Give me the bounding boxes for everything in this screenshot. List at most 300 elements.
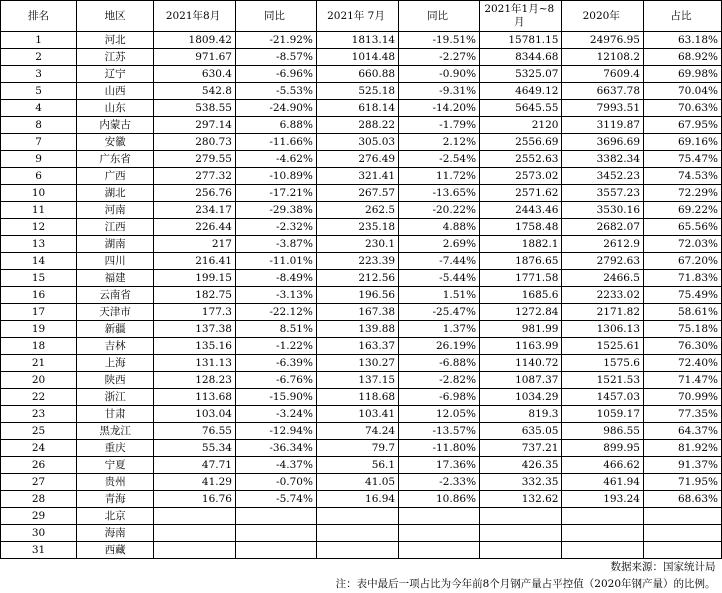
cell-aug-2021: 135.16 <box>154 338 236 355</box>
data-source-note: 数据来源：国家统计局 <box>610 561 716 573</box>
cell-region: 广东省 <box>77 151 154 168</box>
cell-jan-aug-2021: 981.99 <box>480 321 562 338</box>
cell-rank: 11 <box>1 202 77 219</box>
cell-yoy-jul: 12.05% <box>399 406 480 423</box>
cell-region: 湖南 <box>77 236 154 253</box>
cell-total-2020: 466.62 <box>562 457 644 474</box>
table-row <box>1 117 722 134</box>
cell-jul-2021 <box>316 525 398 542</box>
footnote: 注：表中最后一项占比为今年前8个月钢产量占平控值（2020年钢产量）的比例。 <box>335 578 716 590</box>
cell-total-2020: 6637.78 <box>562 83 644 100</box>
cell-aug-2021: 630.4 <box>154 66 236 83</box>
table-row <box>1 508 722 525</box>
cell-total-2020: 1059.17 <box>562 406 644 423</box>
cell-jul-2021: 74.24 <box>316 423 398 440</box>
table-row <box>1 270 722 287</box>
table-row <box>1 32 722 49</box>
cell-region: 青海 <box>77 491 154 508</box>
cell-aug-2021: 279.55 <box>154 151 236 168</box>
cell-yoy-jul: -2.54% <box>399 151 480 168</box>
cell-rank: 31 <box>1 542 77 559</box>
cell-jan-aug-2021 <box>480 525 562 542</box>
cell-yoy-aug: -29.38% <box>235 202 316 219</box>
cell-yoy-jul: 17.36% <box>399 457 480 474</box>
cell-rank: 28 <box>1 491 77 508</box>
cell-share: 76.30% <box>644 338 722 355</box>
cell-region: 内蒙古 <box>77 117 154 134</box>
cell-jul-2021: 267.57 <box>316 185 398 202</box>
cell-jan-aug-2021: 4649.12 <box>480 83 562 100</box>
cell-yoy-aug <box>235 508 316 525</box>
cell-total-2020: 3382.34 <box>562 151 644 168</box>
cell-share: 58.61% <box>644 304 722 321</box>
cell-share: 69.98% <box>644 66 722 83</box>
cell-region: 湖北 <box>77 185 154 202</box>
cell-yoy-aug: -3.87% <box>235 236 316 253</box>
cell-rank: 19 <box>1 321 77 338</box>
cell-region: 江苏 <box>77 49 154 66</box>
cell-yoy-aug: -4.37% <box>235 457 316 474</box>
cell-aug-2021: 131.13 <box>154 355 236 372</box>
cell-yoy-jul <box>399 542 480 559</box>
cell-rank: 15 <box>1 270 77 287</box>
cell-yoy-jul: -11.80% <box>399 440 480 457</box>
table-row <box>1 338 722 355</box>
cell-yoy-aug: -24.90% <box>235 100 316 117</box>
cell-share <box>644 508 722 525</box>
header-share: 占比 <box>644 1 722 32</box>
cell-aug-2021: 16.76 <box>154 491 236 508</box>
table-row <box>1 287 722 304</box>
cell-aug-2021: 113.68 <box>154 389 236 406</box>
cell-region: 浙江 <box>77 389 154 406</box>
cell-yoy-jul: -13.57% <box>399 423 480 440</box>
cell-yoy-aug: -12.94% <box>235 423 316 440</box>
cell-jan-aug-2021 <box>480 508 562 525</box>
header-2020: 2020年 <box>562 1 644 32</box>
cell-jul-2021: 262.5 <box>316 202 398 219</box>
cell-jan-aug-2021: 2552.63 <box>480 151 562 168</box>
cell-yoy-aug: -10.89% <box>235 168 316 185</box>
cell-region: 河北 <box>77 32 154 49</box>
cell-jan-aug-2021: 15781.15 <box>480 32 562 49</box>
cell-yoy-aug: 6.88% <box>235 117 316 134</box>
cell-aug-2021: 226.44 <box>154 219 236 236</box>
table-row <box>1 457 722 474</box>
table-row <box>1 542 722 559</box>
cell-share: 68.92% <box>644 49 722 66</box>
cell-share: 69.22% <box>644 202 722 219</box>
cell-yoy-jul: -5.44% <box>399 270 480 287</box>
cell-yoy-aug: 8.51% <box>235 321 316 338</box>
cell-aug-2021: 217 <box>154 236 236 253</box>
cell-yoy-aug: -22.12% <box>235 304 316 321</box>
cell-jul-2021: 16.94 <box>316 491 398 508</box>
cell-rank: 14 <box>1 253 77 270</box>
table-row <box>1 253 722 270</box>
cell-total-2020: 24976.95 <box>562 32 644 49</box>
cell-rank: 2 <box>1 49 77 66</box>
cell-total-2020: 1521.53 <box>562 372 644 389</box>
cell-yoy-jul: -19.51% <box>399 32 480 49</box>
cell-aug-2021: 280.73 <box>154 134 236 151</box>
cell-share: 67.20% <box>644 253 722 270</box>
cell-region: 河南 <box>77 202 154 219</box>
cell-yoy-aug: -11.01% <box>235 253 316 270</box>
cell-jan-aug-2021: 2573.02 <box>480 168 562 185</box>
cell-yoy-jul: 1.37% <box>399 321 480 338</box>
cell-region: 广西 <box>77 168 154 185</box>
cell-jan-aug-2021: 1758.48 <box>480 219 562 236</box>
cell-jul-2021: 305.03 <box>316 134 398 151</box>
cell-rank: 27 <box>1 474 77 491</box>
cell-rank: 22 <box>1 389 77 406</box>
cell-rank: 29 <box>1 508 77 525</box>
cell-total-2020: 1457.03 <box>562 389 644 406</box>
cell-share: 75.49% <box>644 287 722 304</box>
cell-jan-aug-2021: 8344.68 <box>480 49 562 66</box>
cell-total-2020: 2233.02 <box>562 287 644 304</box>
cell-aug-2021: 177.3 <box>154 304 236 321</box>
cell-aug-2021: 538.55 <box>154 100 236 117</box>
cell-total-2020: 1306.13 <box>562 321 644 338</box>
cell-rank: 10 <box>1 185 77 202</box>
cell-aug-2021: 41.29 <box>154 474 236 491</box>
cell-share: 63.18% <box>644 32 722 49</box>
cell-aug-2021: 256.76 <box>154 185 236 202</box>
cell-jul-2021: 525.18 <box>316 83 398 100</box>
cell-share: 91.37% <box>644 457 722 474</box>
cell-total-2020: 2466.5 <box>562 270 644 287</box>
cell-region: 天津市 <box>77 304 154 321</box>
table-row <box>1 185 722 202</box>
cell-region: 云南省 <box>77 287 154 304</box>
cell-jul-2021: 196.56 <box>316 287 398 304</box>
cell-aug-2021 <box>154 542 236 559</box>
cell-aug-2021: 1809.42 <box>154 32 236 49</box>
cell-region: 甘肃 <box>77 406 154 423</box>
cell-rank: 1 <box>1 32 77 49</box>
cell-region: 福建 <box>77 270 154 287</box>
cell-region: 吉林 <box>77 338 154 355</box>
cell-rank: 17 <box>1 304 77 321</box>
cell-rank: 26 <box>1 457 77 474</box>
cell-rank: 6 <box>1 168 77 185</box>
cell-yoy-jul: 1.51% <box>399 287 480 304</box>
cell-rank: 23 <box>1 406 77 423</box>
cell-aug-2021: 297.14 <box>154 117 236 134</box>
cell-yoy-aug <box>235 525 316 542</box>
cell-jan-aug-2021: 1272.84 <box>480 304 562 321</box>
cell-yoy-aug: -3.13% <box>235 287 316 304</box>
cell-jan-aug-2021: 2556.69 <box>480 134 562 151</box>
cell-jul-2021: 618.14 <box>316 100 398 117</box>
cell-rank: 5 <box>1 83 77 100</box>
cell-jan-aug-2021: 635.05 <box>480 423 562 440</box>
cell-yoy-jul: -1.79% <box>399 117 480 134</box>
cell-yoy-jul: -25.47% <box>399 304 480 321</box>
cell-total-2020: 2682.07 <box>562 219 644 236</box>
cell-share: 77.35% <box>644 406 722 423</box>
cell-jul-2021: 103.41 <box>316 406 398 423</box>
table-row <box>1 491 722 508</box>
cell-total-2020 <box>562 542 644 559</box>
table-row <box>1 219 722 236</box>
header-yoy-aug: 同比 <box>235 1 316 32</box>
table-row <box>1 321 722 338</box>
cell-yoy-jul: -9.31% <box>399 83 480 100</box>
cell-jul-2021: 1014.48 <box>316 49 398 66</box>
cell-total-2020: 1525.61 <box>562 338 644 355</box>
cell-yoy-aug: -5.53% <box>235 83 316 100</box>
cell-jul-2021 <box>316 542 398 559</box>
table-row <box>1 168 722 185</box>
cell-yoy-aug <box>235 542 316 559</box>
cell-yoy-jul: -14.20% <box>399 100 480 117</box>
source-row <box>1 559 722 577</box>
cell-yoy-aug: -1.22% <box>235 338 316 355</box>
cell-yoy-aug: -6.39% <box>235 355 316 372</box>
cell-aug-2021: 55.34 <box>154 440 236 457</box>
cell-total-2020: 2171.82 <box>562 304 644 321</box>
cell-yoy-aug: -21.92% <box>235 32 316 49</box>
cell-jul-2021: 163.37 <box>316 338 398 355</box>
table-row <box>1 134 722 151</box>
cell-jan-aug-2021: 132.62 <box>480 491 562 508</box>
cell-share: 70.04% <box>644 83 722 100</box>
cell-rank: 30 <box>1 525 77 542</box>
cell-jul-2021: 56.1 <box>316 457 398 474</box>
cell-jan-aug-2021: 426.35 <box>480 457 562 474</box>
cell-yoy-jul: -6.88% <box>399 355 480 372</box>
cell-jul-2021: 212.56 <box>316 270 398 287</box>
cell-yoy-jul: 2.12% <box>399 134 480 151</box>
cell-yoy-jul: -20.22% <box>399 202 480 219</box>
cell-yoy-aug: -36.34% <box>235 440 316 457</box>
cell-total-2020: 986.55 <box>562 423 644 440</box>
table-row <box>1 389 722 406</box>
cell-jul-2021: 288.22 <box>316 117 398 134</box>
cell-share: 72.29% <box>644 185 722 202</box>
note-row <box>1 576 722 593</box>
cell-yoy-aug: -3.24% <box>235 406 316 423</box>
cell-region: 海南 <box>77 525 154 542</box>
cell-aug-2021: 128.23 <box>154 372 236 389</box>
table-row <box>1 49 722 66</box>
cell-jul-2021: 167.38 <box>316 304 398 321</box>
header-aug-2021: 2021年8月 <box>154 1 236 32</box>
cell-region: 黑龙江 <box>77 423 154 440</box>
cell-rank: 24 <box>1 440 77 457</box>
cell-jan-aug-2021: 5325.07 <box>480 66 562 83</box>
cell-total-2020: 3696.69 <box>562 134 644 151</box>
cell-jul-2021: 235.18 <box>316 219 398 236</box>
cell-jul-2021: 660.88 <box>316 66 398 83</box>
table-row <box>1 525 722 542</box>
cell-share: 74.53% <box>644 168 722 185</box>
cell-jan-aug-2021: 1771.58 <box>480 270 562 287</box>
table-row <box>1 304 722 321</box>
cell-region: 安徽 <box>77 134 154 151</box>
cell-jul-2021: 137.15 <box>316 372 398 389</box>
cell-total-2020: 7993.51 <box>562 100 644 117</box>
cell-share: 68.63% <box>644 491 722 508</box>
cell-jan-aug-2021: 737.21 <box>480 440 562 457</box>
cell-yoy-aug: -6.76% <box>235 372 316 389</box>
cell-yoy-jul: 4.88% <box>399 219 480 236</box>
cell-jan-aug-2021: 1876.65 <box>480 253 562 270</box>
cell-share: 67.95% <box>644 117 722 134</box>
cell-region: 江西 <box>77 219 154 236</box>
cell-share: 71.95% <box>644 474 722 491</box>
table-row <box>1 202 722 219</box>
cell-share: 75.18% <box>644 321 722 338</box>
cell-rank: 18 <box>1 338 77 355</box>
header-yoy-jul: 同比 <box>399 1 480 32</box>
cell-total-2020: 899.95 <box>562 440 644 457</box>
cell-aug-2021: 971.67 <box>154 49 236 66</box>
cell-rank: 4 <box>1 100 77 117</box>
cell-jul-2021: 118.68 <box>316 389 398 406</box>
cell-yoy-aug: -6.96% <box>235 66 316 83</box>
cell-total-2020: 1575.6 <box>562 355 644 372</box>
cell-jan-aug-2021: 1034.29 <box>480 389 562 406</box>
cell-region: 四川 <box>77 253 154 270</box>
table-row <box>1 83 722 100</box>
cell-jan-aug-2021: 1685.6 <box>480 287 562 304</box>
header-rank: 排名 <box>1 1 77 32</box>
table-row <box>1 423 722 440</box>
cell-share <box>644 525 722 542</box>
table-row <box>1 406 722 423</box>
cell-region: 北京 <box>77 508 154 525</box>
cell-yoy-jul: 2.69% <box>399 236 480 253</box>
cell-aug-2021: 76.55 <box>154 423 236 440</box>
cell-total-2020: 3557.23 <box>562 185 644 202</box>
cell-total-2020 <box>562 508 644 525</box>
cell-region: 上海 <box>77 355 154 372</box>
cell-rank: 8 <box>1 117 77 134</box>
cell-jul-2021: 230.1 <box>316 236 398 253</box>
cell-jan-aug-2021: 2120 <box>480 117 562 134</box>
cell-rank: 21 <box>1 355 77 372</box>
cell-yoy-jul: -2.82% <box>399 372 480 389</box>
cell-aug-2021: 234.17 <box>154 202 236 219</box>
cell-jan-aug-2021: 1163.99 <box>480 338 562 355</box>
cell-jul-2021 <box>316 508 398 525</box>
cell-share: 71.83% <box>644 270 722 287</box>
cell-jan-aug-2021: 1882.1 <box>480 236 562 253</box>
cell-jul-2021: 139.88 <box>316 321 398 338</box>
cell-region: 重庆 <box>77 440 154 457</box>
cell-share: 72.03% <box>644 236 722 253</box>
cell-jan-aug-2021: 5645.55 <box>480 100 562 117</box>
cell-aug-2021: 103.04 <box>154 406 236 423</box>
cell-share: 72.40% <box>644 355 722 372</box>
cell-yoy-jul <box>399 525 480 542</box>
cell-jul-2021: 276.49 <box>316 151 398 168</box>
cell-yoy-jul: 11.72% <box>399 168 480 185</box>
cell-share: 81.92% <box>644 440 722 457</box>
cell-jul-2021: 79.7 <box>316 440 398 457</box>
cell-total-2020: 2612.9 <box>562 236 644 253</box>
cell-share: 65.56% <box>644 219 722 236</box>
cell-rank: 25 <box>1 423 77 440</box>
table-row <box>1 151 722 168</box>
cell-region: 宁夏 <box>77 457 154 474</box>
cell-yoy-jul: -6.98% <box>399 389 480 406</box>
cell-share: 70.99% <box>644 389 722 406</box>
cell-total-2020: 193.24 <box>562 491 644 508</box>
cell-yoy-jul: -0.90% <box>399 66 480 83</box>
cell-rank: 20 <box>1 372 77 389</box>
cell-rank: 7 <box>1 134 77 151</box>
cell-aug-2021 <box>154 508 236 525</box>
cell-yoy-jul: -13.65% <box>399 185 480 202</box>
cell-aug-2021: 137.38 <box>154 321 236 338</box>
cell-yoy-aug: -0.70% <box>235 474 316 491</box>
header-jul-2021: 2021年 7月 <box>316 1 398 32</box>
cell-jan-aug-2021: 2443.46 <box>480 202 562 219</box>
cell-total-2020: 3119.87 <box>562 117 644 134</box>
cell-region: 西藏 <box>77 542 154 559</box>
cell-yoy-jul: 26.19% <box>399 338 480 355</box>
cell-region: 新疆 <box>77 321 154 338</box>
table-row <box>1 100 722 117</box>
cell-jul-2021: 41.05 <box>316 474 398 491</box>
cell-region: 陕西 <box>77 372 154 389</box>
cell-share: 64.37% <box>644 423 722 440</box>
cell-yoy-aug: -8.57% <box>235 49 316 66</box>
cell-jan-aug-2021 <box>480 542 562 559</box>
cell-jan-aug-2021: 1087.37 <box>480 372 562 389</box>
cell-total-2020: 12108.2 <box>562 49 644 66</box>
header-region: 地区 <box>77 1 154 32</box>
cell-aug-2021: 182.75 <box>154 287 236 304</box>
cell-yoy-aug: -2.32% <box>235 219 316 236</box>
cell-yoy-aug: -17.21% <box>235 185 316 202</box>
header-row <box>1 1 722 32</box>
cell-yoy-aug: -5.74% <box>235 491 316 508</box>
cell-region: 山东 <box>77 100 154 117</box>
table-row <box>1 372 722 389</box>
cell-jul-2021: 1813.14 <box>316 32 398 49</box>
header-jan-aug-2021: 2021年1月~8月 <box>480 1 562 32</box>
cell-aug-2021: 542.8 <box>154 83 236 100</box>
cell-yoy-aug: -4.62% <box>235 151 316 168</box>
cell-rank: 12 <box>1 219 77 236</box>
table-row <box>1 236 722 253</box>
cell-total-2020: 3530.16 <box>562 202 644 219</box>
cell-jul-2021: 130.27 <box>316 355 398 372</box>
table-row <box>1 440 722 457</box>
cell-yoy-aug: -15.90% <box>235 389 316 406</box>
cell-total-2020: 2792.63 <box>562 253 644 270</box>
cell-yoy-jul: -7.44% <box>399 253 480 270</box>
cell-yoy-aug: -8.49% <box>235 270 316 287</box>
cell-share: 71.47% <box>644 372 722 389</box>
cell-rank: 13 <box>1 236 77 253</box>
cell-share <box>644 542 722 559</box>
cell-rank: 16 <box>1 287 77 304</box>
cell-jan-aug-2021: 2571.62 <box>480 185 562 202</box>
cell-aug-2021: 277.32 <box>154 168 236 185</box>
cell-jan-aug-2021: 819.3 <box>480 406 562 423</box>
table-row <box>1 66 722 83</box>
cell-jan-aug-2021: 1140.72 <box>480 355 562 372</box>
cell-rank: 9 <box>1 151 77 168</box>
cell-region: 山西 <box>77 83 154 100</box>
